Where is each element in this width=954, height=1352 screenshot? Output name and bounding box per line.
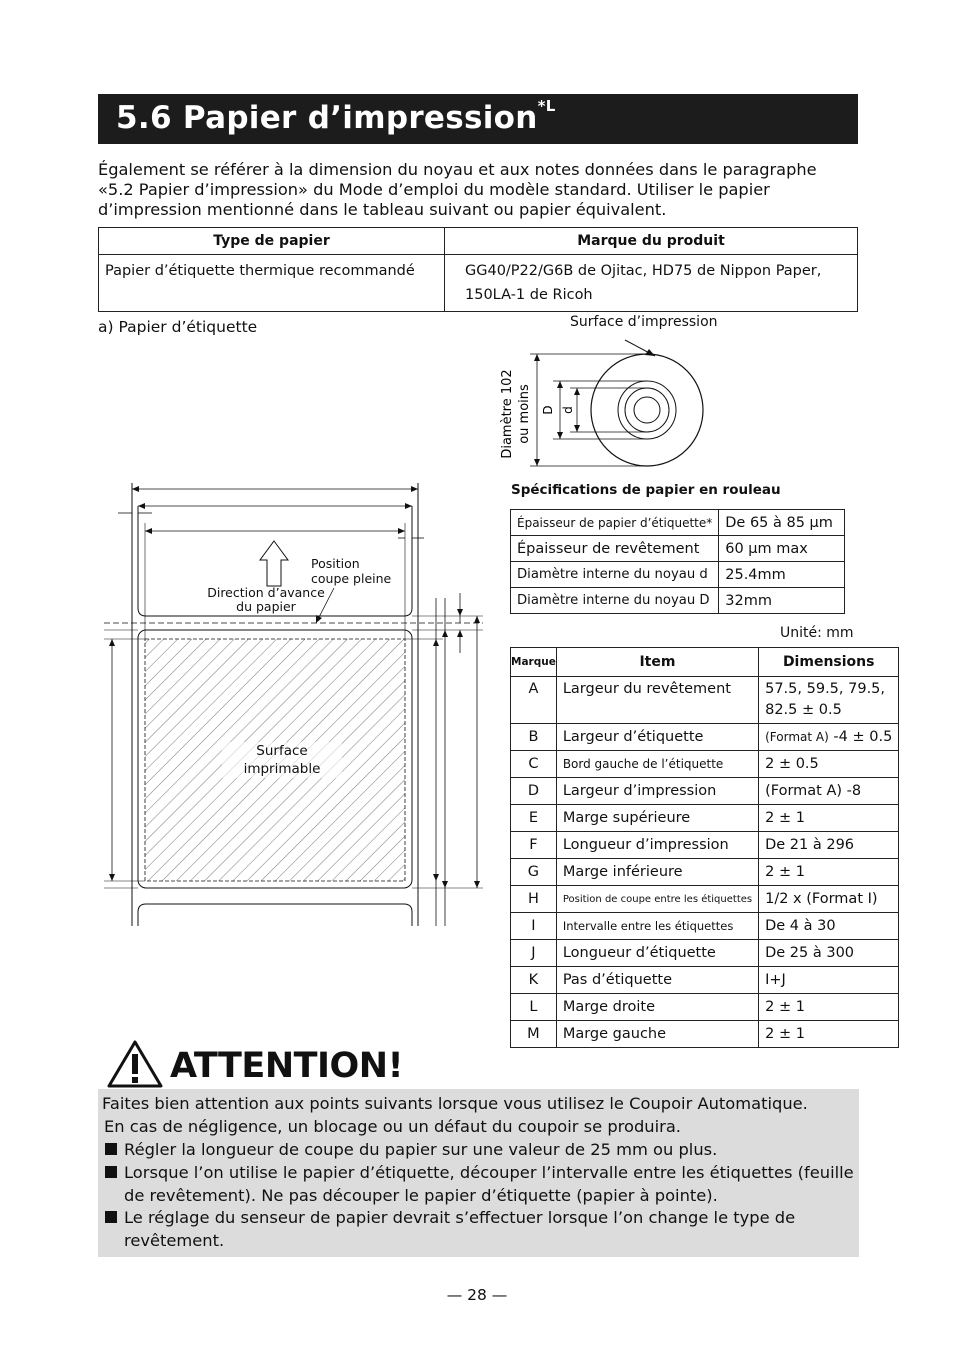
spec-value: 25.4mm bbox=[719, 562, 845, 588]
attention-intro: En cas de négligence, un blocage ou un défaut du coupoir se produira. bbox=[104, 1117, 681, 1136]
cell-paper-type: Papier d’étiquette thermique recommandé bbox=[99, 255, 445, 312]
header-mark: Marque bbox=[511, 648, 557, 677]
row-dim: (Format A) -8 bbox=[759, 778, 899, 805]
row-item: Intervalle entre les étiquettes bbox=[556, 913, 758, 940]
row-dim: 2 ± 1 bbox=[759, 994, 899, 1021]
row-dim: 57.5, 59.5, 79.5, 82.5 ± 0.5 bbox=[759, 677, 899, 724]
spec-value: De 65 à 85 µm bbox=[719, 510, 845, 536]
row-item: Longueur d’impression bbox=[556, 832, 758, 859]
row-mark: F bbox=[511, 832, 557, 859]
row-item: Marge inférieure bbox=[556, 859, 758, 886]
spec-label: Diamètre interne du noyau d bbox=[511, 562, 719, 588]
roll-diameter-line2: ou moins bbox=[517, 384, 532, 444]
roll-spec-table bbox=[510, 509, 845, 614]
attention-bullet: Lorsque l’on utilise le papier d’étiquette, découper l’intervalle entre les étiquettes (feuille bbox=[105, 1162, 854, 1185]
row-dim: 2 ± 1 bbox=[759, 1021, 899, 1048]
row-mark: E bbox=[511, 805, 557, 832]
header-paper-type: Type de papier bbox=[99, 228, 445, 255]
row-item: Marge supérieure bbox=[556, 805, 758, 832]
row-item: Marge droite bbox=[556, 994, 758, 1021]
row-mark: G bbox=[511, 859, 557, 886]
paper-type-table bbox=[98, 227, 858, 312]
feed-direction-label: Direction d’avance du papier bbox=[207, 585, 325, 614]
intro-line: «5.2 Papier d’impression» du Mode d’emploi du modèle standard. Utiliser le papier bbox=[98, 180, 770, 199]
attention-box bbox=[98, 1089, 859, 1257]
row-item: Position de coupe entre les étiquettes bbox=[556, 886, 758, 913]
row-item: Bord gauche de l’étiquette bbox=[556, 751, 758, 778]
roll-spec-title: Spécifications de papier en rouleau bbox=[511, 482, 781, 498]
bullet-icon bbox=[105, 1211, 117, 1223]
row-mark: A bbox=[511, 677, 557, 724]
row-dim: 1/2 x (Format I) bbox=[759, 886, 899, 913]
row-item: Longueur d’étiquette bbox=[556, 940, 758, 967]
attention-intro: Faites bien attention aux points suivants lorsque vous utilisez le Coupoir Automatique. bbox=[102, 1094, 808, 1113]
attention-bullet-cont: revêtement. bbox=[124, 1231, 225, 1250]
row-item: Marge gauche bbox=[556, 1021, 758, 1048]
row-item: Pas d’étiquette bbox=[556, 967, 758, 994]
bullet-icon bbox=[105, 1143, 117, 1155]
section-title: 5.6 Papier d’impression$^{*L}$ bbox=[116, 96, 556, 136]
row-mark: H bbox=[511, 886, 557, 913]
row-item: Largeur d’impression bbox=[556, 778, 758, 805]
printable-surface-label: Surface imprimable bbox=[222, 742, 342, 778]
header-dimensions: Dimensions bbox=[759, 648, 899, 677]
attention-bullet-cont: de revêtement). Ne pas découper le papier d’étiquette (papier à pointe). bbox=[124, 1186, 718, 1205]
row-mark: B bbox=[511, 724, 557, 751]
dimensions-table bbox=[510, 647, 899, 1048]
row-dim: 2 ± 0.5 bbox=[759, 751, 899, 778]
row-item: Largeur d’étiquette bbox=[556, 724, 758, 751]
spec-label: Épaisseur de revêtement bbox=[511, 536, 719, 562]
attention-heading: ATTENTION! bbox=[170, 1046, 404, 1086]
intro-line: Également se référer à la dimension du noyau et aux notes données dans le paragraphe bbox=[98, 160, 817, 179]
row-dim: 2 ± 1 bbox=[759, 859, 899, 886]
row-mark: M bbox=[511, 1021, 557, 1048]
roll-d-label: d bbox=[561, 406, 575, 414]
row-dim: De 25 à 300 bbox=[759, 940, 899, 967]
section-title-banner bbox=[98, 94, 858, 144]
row-item: Largeur du revêtement bbox=[556, 677, 758, 724]
intro-line: d’impression mentionné dans le tableau suivant ou papier équivalent. bbox=[98, 200, 667, 219]
header-item: Item bbox=[556, 648, 758, 677]
row-mark: I bbox=[511, 913, 557, 940]
row-mark: K bbox=[511, 967, 557, 994]
paper-roll-diagram bbox=[495, 335, 715, 475]
warning-triangle-icon bbox=[106, 1039, 164, 1089]
spec-value: 32mm bbox=[719, 588, 845, 614]
row-dim: I+J bbox=[759, 967, 899, 994]
cell-brand: GG40/P22/G6B de Ojitac, HD75 de Nippon Paper, 150LA-1 de Ricoh bbox=[445, 255, 858, 312]
row-mark: D bbox=[511, 778, 557, 805]
row-mark: J bbox=[511, 940, 557, 967]
row-dim: De 21 à 296 bbox=[759, 832, 899, 859]
intro-paragraph bbox=[98, 160, 858, 220]
units-label: Unité: mm bbox=[780, 625, 854, 641]
roll-D-label: D bbox=[541, 405, 555, 415]
attention-bullet: Régler la longueur de coupe du papier sur une valeur de 25 mm ou plus. bbox=[105, 1139, 717, 1162]
row-mark: L bbox=[511, 994, 557, 1021]
page-number: — 28 — bbox=[446, 1286, 508, 1304]
attention-bullet: Le réglage du senseur de papier devrait s’effectuer lorsque l’on change le type de bbox=[105, 1207, 795, 1230]
label-dimension-diagram bbox=[98, 478, 498, 928]
row-dim: De 4 à 30 bbox=[759, 913, 899, 940]
spec-label: Épaisseur de papier d’étiquette* bbox=[511, 510, 719, 536]
bullet-icon bbox=[105, 1166, 117, 1178]
spec-value: 60 µm max bbox=[719, 536, 845, 562]
cut-position-label: Position coupe pleine bbox=[311, 556, 392, 586]
roll-surface-label: Surface d’impression bbox=[570, 314, 718, 330]
row-dim: 2 ± 1 bbox=[759, 805, 899, 832]
row-dim: (Format A) -4 ± 0.5 bbox=[759, 724, 899, 751]
roll-diameter-line1: Diamètre 102 bbox=[500, 369, 515, 459]
header-brand: Marque du produit bbox=[445, 228, 858, 255]
section-a-label: a) Papier d’étiquette bbox=[98, 318, 258, 336]
spec-label: Diamètre interne du noyau D bbox=[511, 588, 719, 614]
row-mark: C bbox=[511, 751, 557, 778]
